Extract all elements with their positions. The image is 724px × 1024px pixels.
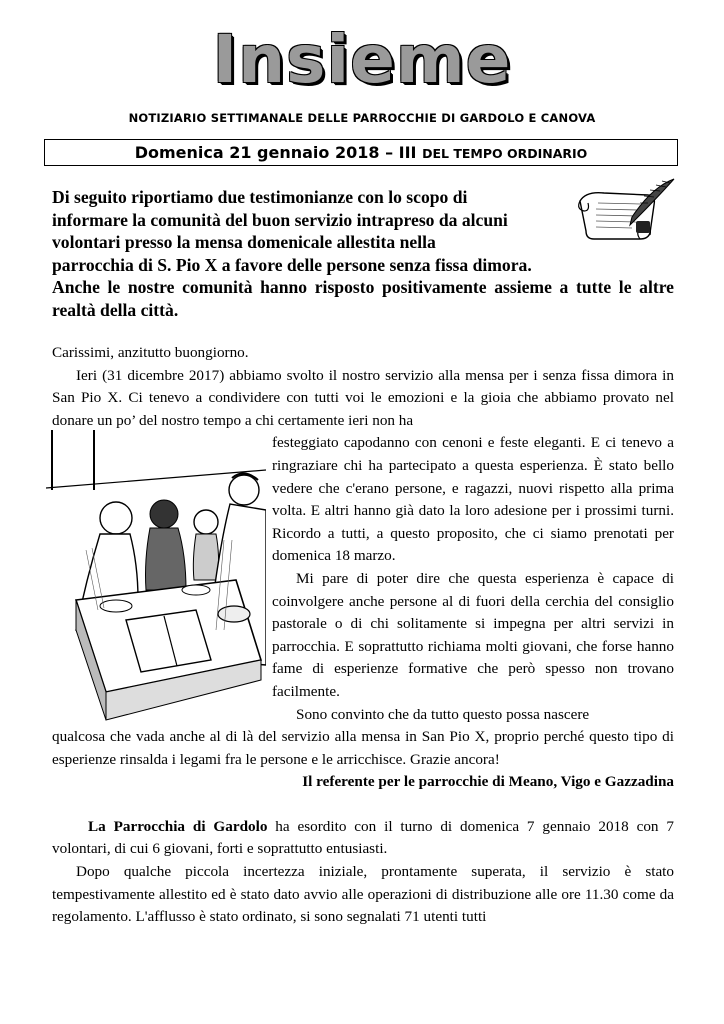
letter-paragraph-3: Sono convinto che da tutto questo possa nascere bbox=[296, 705, 590, 723]
newsletter-subtitle: NOTIZIARIO SETTIMANALE DELLE PARROCCHIE DI GARDOLO E CANOVA bbox=[128, 111, 596, 125]
letter-article bbox=[52, 342, 674, 929]
liturgical-period: DEL TEMPO ORDINARIO bbox=[422, 146, 588, 161]
gardolo-lead-rest: ha esordito con il turno di domenica 7 gennaio 2018 con 7 volontari, di cui 6 giovani, forti e soprattutto entusiasti. bbox=[52, 817, 674, 858]
letter-paragraph-3-continued: qualcosa che vada anche al di là del servizio alla mensa in San Pio X, proprio perché questo tipo di esperienze rinsalda i legami fra le persone e le arricchisce. Grazie ancora! bbox=[52, 728, 674, 768]
intro-line-1: Di seguito riportiamo due testimonianze con lo scopo di bbox=[52, 187, 468, 207]
intro-line-4: parrocchia di S. Pio X a favore delle persone senza fissa dimora. bbox=[52, 254, 532, 275]
newsletter-masthead: Insieme bbox=[212, 21, 512, 98]
letter-paragraph-1: Ieri (31 dicembre 2017) abbiamo svolto il nostro servizio alla mensa per i senza fissa dimora in San Pio X. Ci tenevo a condividere con tutti voi le emozioni e la gioia che abbiamo provato nel donare un po’ del nostro tempo a chi certamente ieri non ha bbox=[52, 366, 674, 429]
gardolo-paragraph-2: Dopo qualche piccola incertezza iniziale, prontamente superata, il servizio è stato tempestivamente allestito ed è stato dato avvio alle operazioni di distribuzione alle ore 11.30 come da regolamento. L'afflusso è stato ordinato, si sono segnalati 71 utenti tutti bbox=[52, 863, 674, 926]
intro-line-3: volontari presso la mensa domenicale allestita nella bbox=[52, 232, 436, 253]
intro-block bbox=[52, 186, 674, 322]
gardolo-paragraph-1 bbox=[52, 816, 674, 861]
letter-greeting: Carissimi, anzitutto buongiorno. bbox=[52, 344, 249, 361]
intro-line-2: informare la comunità del buon servizio intrapreso da alcuni bbox=[52, 209, 508, 230]
intro-line-5: Anche le nostre comunità hanno risposto positivamente assieme a tutte le altre realtà della città. bbox=[52, 277, 674, 320]
gardolo-lead: La Parrocchia di Gardolo bbox=[88, 817, 268, 835]
letter-paragraph-2: Mi pare di poter dire che questa esperienza è capace di coinvolgere anche persone al di fuori della cerchia del consiglio pastorale o di chi solitamente si impegna per altri servizi in parrocchia. E soprattutto richiama molti giovani, che forse hanno fame di esperienze formative che però spesso non trovano facilmente. bbox=[272, 569, 674, 700]
letter-signature: Il referente per le parrocchie di Meano, Vigo e Gazzadina bbox=[302, 773, 674, 791]
issue-date-box bbox=[44, 139, 678, 166]
issue-date: Domenica 21 gennaio 2018 – III bbox=[134, 143, 417, 162]
letter-paragraph-1-continued: festeggiato capodanno con cenoni e feste eleganti. E ci tenevo a ringraziare chi ha partecipato a questa esperienza. È stato bello vedere che c'erano persone, e ragazzi, nuovi rispetto alla prima volta. E altri hanno già dato la loro adesione per i prossimi turni. Ricordo a tutti, a questo proposito, che ci siamo prenotati per domenica 18 marzo. bbox=[272, 434, 674, 565]
